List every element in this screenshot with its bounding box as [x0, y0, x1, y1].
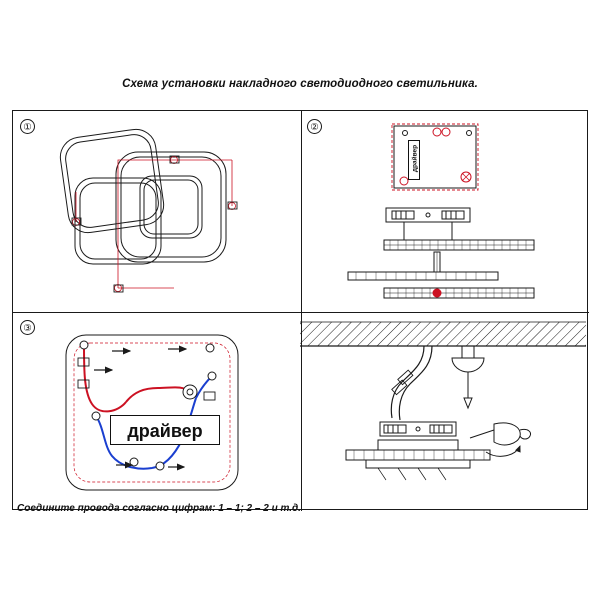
grid-vertical-divider — [301, 111, 302, 511]
page-title: Схема установки накладного светодиодного светильника. — [122, 78, 478, 90]
driver-label-panel2-text: драйвер — [411, 144, 419, 173]
panel-2-number: ② — [307, 119, 322, 134]
driver-label-panel2 — [408, 140, 420, 180]
driver-label-panel3: драйвер — [110, 415, 220, 445]
footnote-text: Соедините провода согласно цифрам: 1 – 1; 2 – 2 и т.д. — [17, 503, 301, 514]
panel-3-number: ③ — [20, 320, 35, 335]
panel-grid — [12, 110, 588, 510]
grid-horizontal-divider — [13, 312, 589, 313]
panel-1-number: ① — [20, 119, 35, 134]
